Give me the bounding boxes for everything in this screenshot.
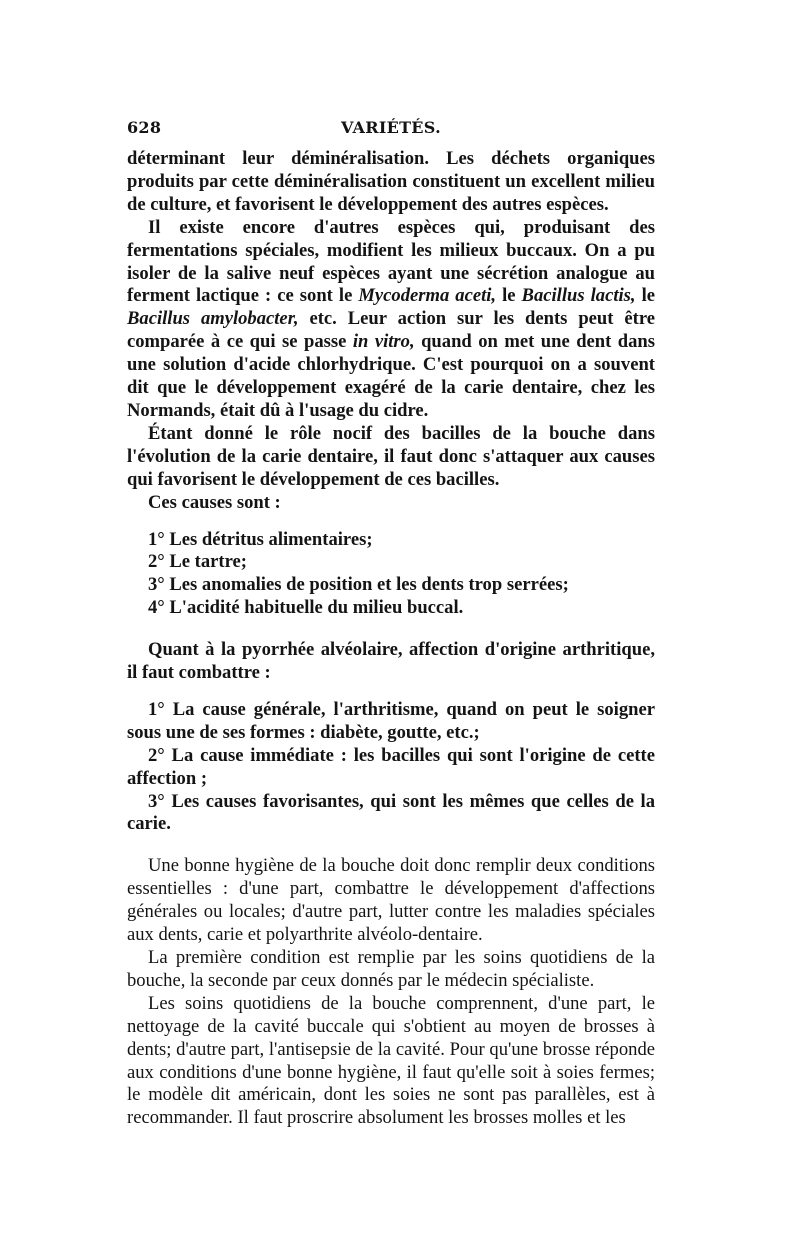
list-item-combat: 2° La cause immédiate : les bacilles qui sont l'origine de cette affection ; bbox=[127, 744, 655, 789]
list-item-combat: 3° Les causes favorisantes, qui sont les mêmes que celles de la carie. bbox=[127, 790, 655, 835]
running-title: VARIÉTÉS. bbox=[341, 118, 441, 137]
species-name-mycoderma: Mycoderma aceti, bbox=[358, 285, 497, 307]
paragraph-bacilles: Étant donné le rôle nocif des bacilles de la bouche dans l'évolution de la carie dentaire, il faut donc s'attaquer aux causes qui favorisent le développement de ces bacilles. bbox=[127, 422, 655, 490]
text-run: le bbox=[496, 285, 522, 307]
species-name-bacillus-lactis: Bacillus lactis, bbox=[521, 285, 636, 307]
page bbox=[127, 118, 655, 1130]
species-name-bacillus-amylobacter: Bacillus amylobacter, bbox=[127, 308, 299, 330]
paragraph-species bbox=[127, 217, 655, 423]
body-text bbox=[127, 148, 655, 1130]
paragraph-pyorrhee: Quant à la pyorrhée alvéolaire, affection d'origine arthritique, il faut combattre : bbox=[127, 639, 655, 684]
paragraph-soins: Les soins quotidiens de la bouche comprennent, d'une part, le nettoyage de la cavité buccale qui s'obtient au moyen de brosses à dents; d'autre part, l'antisepsie de la cavité. Pour qu'une brosse réponde aux conditions d'une bonne hygiène, il faut qu'elle soit à soies fermes; le modèle dit américain, dont les soies ne sont pas parallèles, est à recommander. Il faut proscrire absolument les brosses molles et les bbox=[127, 992, 655, 1129]
list-item-cause: 3° Les anomalies de position et les dents trop serrées; bbox=[148, 574, 569, 596]
list-item-cause: 4° L'acidité habituelle du milieu buccal. bbox=[148, 597, 464, 619]
running-header bbox=[127, 118, 655, 148]
text-run: le bbox=[635, 285, 655, 307]
text-run: Il existe encore d'autres espèces qui, produisant des fermentations spéciales, modifient les milieux buccaux. On a pu isoler de la salive neuf espèces ayant une sécrétion analogue au ferment lactique : ce sont le bbox=[127, 216, 655, 307]
list-item-combat: 1° La cause générale, l'arthritisme, quand on peut le soigner sous une de ses formes : diabète, goutte, etc.; bbox=[127, 698, 655, 743]
list-item-cause: 2° Le tartre; bbox=[148, 551, 247, 573]
latin-phrase-in-vitro: in vitro, bbox=[352, 331, 415, 353]
paragraph-continuation: déterminant leur déminéralisation. Les déchets organiques produits par cette déminéralisation constituent un excellent milieu de culture, et favorisent le développement des autres espèces. bbox=[127, 148, 655, 215]
text-run: quand on met une dent dans une solution d'acide chlorhydrique. C'est pourquoi on a souvent dit que le développement exagéré de la carie dentaire, chez les Normands, était dû à l'usage du cidre. bbox=[127, 331, 656, 421]
paragraph-hygiene: Une bonne hygiène de la bouche doit donc remplir deux conditions essentielles : d'une part, combattre le développement d'affections générales ou locales; d'autre part, lutter contre les maladies spéciales aux dents, carie et polyarthrite alvéolo-dentaire. bbox=[127, 855, 655, 946]
text-run: etc. Leur action sur les dents peut être comparée à ce qui se passe bbox=[127, 308, 655, 353]
paragraph-conditions: La première condition est remplie par les soins quotidiens de la bouche, la seconde par ceux donnés par le médecin spécialiste. bbox=[127, 947, 655, 991]
paragraph-causes-intro: Ces causes sont : bbox=[148, 491, 281, 513]
page-number: 628 bbox=[127, 118, 162, 137]
list-item-cause: 1° Les détritus alimentaires; bbox=[148, 528, 373, 550]
